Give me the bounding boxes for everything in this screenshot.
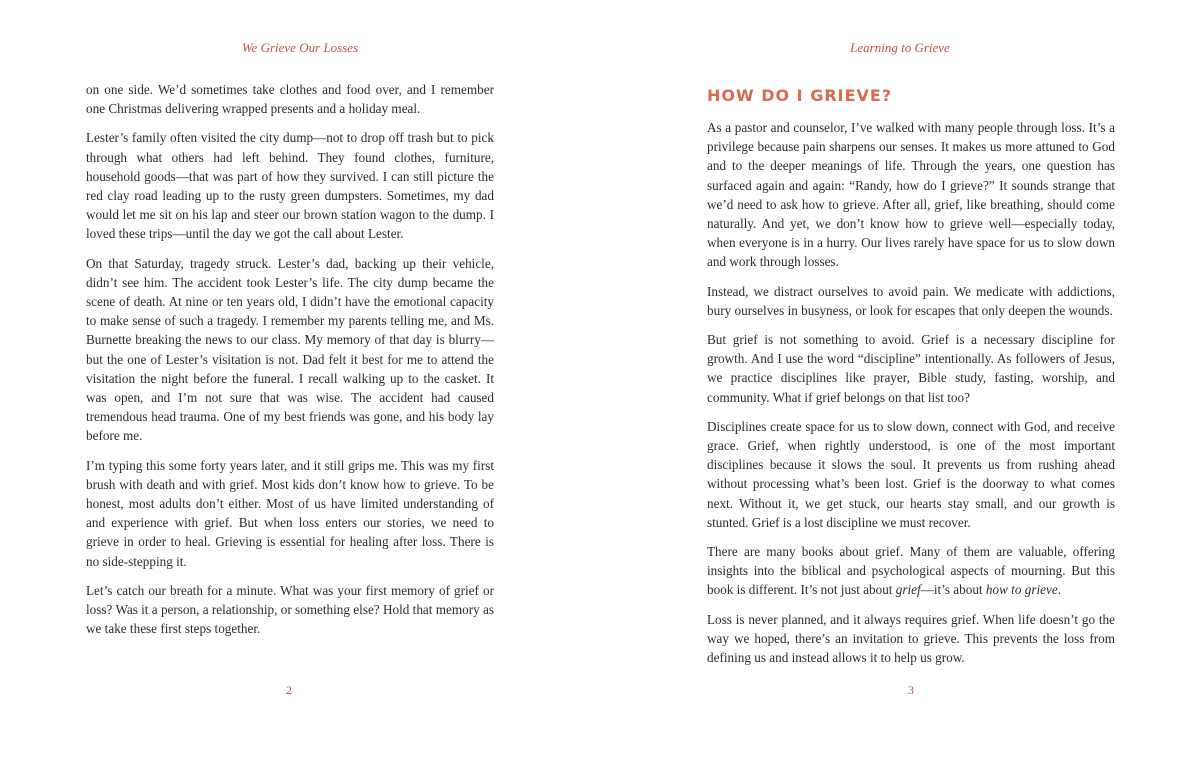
- text-run: .: [1057, 582, 1061, 598]
- paragraph: But grief is not something to avoid. Grief is a necessary discipline for growth. And I use the word “discipline” intentionally. As followers of Jesus, we practice disciplines like prayer, Bible study, fasting, worship, and community. What if grief belongs on that list too?: [707, 332, 1115, 405]
- paragraph: Lester’s family often visited the city dump—not to drop off trash but to pick through what others had left behind. They found clothes, furniture, household goods—that was part of how they survived. I can still picture the red clay road leading up to the rusty green dumpsters. Sometimes, my dad would let me sit on his lap and steer our brown station wagon to the dump. I loved these trips—until the day we got the call about Lester.: [86, 130, 494, 242]
- text-run: —it’s about: [920, 582, 986, 598]
- paragraph: [707, 542, 1115, 600]
- page-number-right: 3: [908, 683, 914, 697]
- right-page: [600, 0, 1200, 771]
- paragraph: Instead, we distract ourselves to avoid pain. We medicate with addictions, bury ourselves in busyness, or look for escapes that only deepen the wounds.: [707, 283, 1115, 318]
- paragraph: I’m typing this some forty years later, and it still grips me. This was my first brush with death and with grief. Most kids don’t know how to grieve. To be honest, most adults don’t either. Most of us have limited understanding of and experience with grief. But when loss enters our stories, we need to grieve in order to heal. Grieving is essential for healing after loss. There is no side-stepping it.: [86, 457, 494, 569]
- emphasis: grief: [895, 582, 921, 598]
- section-heading: HOW DO I GRIEVE?: [707, 86, 893, 105]
- running-head-left: We Grieve Our Losses: [241, 40, 359, 55]
- paragraph: Let’s catch our breath for a minute. What was your first memory of grief or loss? Was it a person, a relationship, or something else? Hold that memory as we take these first steps together.: [86, 582, 494, 637]
- paragraph: On that Saturday, tragedy struck. Lester’s dad, backing up their vehicle, didn’t see him. The accident took Lester’s life. The city dump became the scene of death. At nine or ten years old, I didn’t have the emotional capacity to make sense of such a tragedy. I remember my parents telling me, and Ms. Burnette breaking the news to our class. My memory of that day is blurry—but the one of Lester’s visitation is not. Dad felt it best for me to attend the visitation the night before the funeral. I recall walking up to the casket. It was open, and I’m not sure that was wise. The accident had caused tremendous head trauma. One of my best friends was gone, and his body lay before me.: [86, 255, 494, 444]
- paragraph: Disciplines create space for us to slow down, connect with God, and receive grace. Grief, when rightly understood, is one of the most important disciplines because it slows the soul. It prevents us from rushing ahead without processing what’s been lost. Grief is the doorway to what comes next. Without it, we get stuck, our hearts stay small, and our growth is stunted. Grief is a lost discipline we must recover.: [707, 418, 1115, 530]
- right-page-body: [707, 84, 1115, 677]
- text-run: There are many books about grief. Many of them are valuable, offering insights into the biblical and psychological aspects of mourning. But this book is different. It’s not just about: [707, 544, 1115, 598]
- emphasis: how to grieve: [985, 582, 1058, 598]
- left-page-body: [86, 80, 494, 648]
- page-number-left: 2: [286, 683, 292, 697]
- paragraph: Loss is never planned, and it always requires grief. When life doesn’t go the way we hoped, there’s an invitation to grieve. This prevents the loss from defining us and instead allows it to help us grow.: [707, 611, 1115, 666]
- paragraph: As a pastor and counselor, I’ve walked with many people through loss. It’s a privilege because pain sharpens our senses. It makes us more attuned to God and to the deeper meanings of life. Through the years, one question has surfaced again and again: “Randy, how do I grieve?” It sounds strange that we’d need to ask how to grieve. After all, grief, like breathing, should come naturally. And yet, we don’t know how to grieve well—especially today, when everyone is in a hurry. Our lives rarely have space for us to slow down and work through losses.: [707, 120, 1115, 270]
- running-head-right: Learning to Grieve: [850, 40, 950, 55]
- paragraph: on one side. We’d sometimes take clothes and food over, and I remember one Christmas delivering wrapped presents and a holiday meal.: [86, 82, 494, 117]
